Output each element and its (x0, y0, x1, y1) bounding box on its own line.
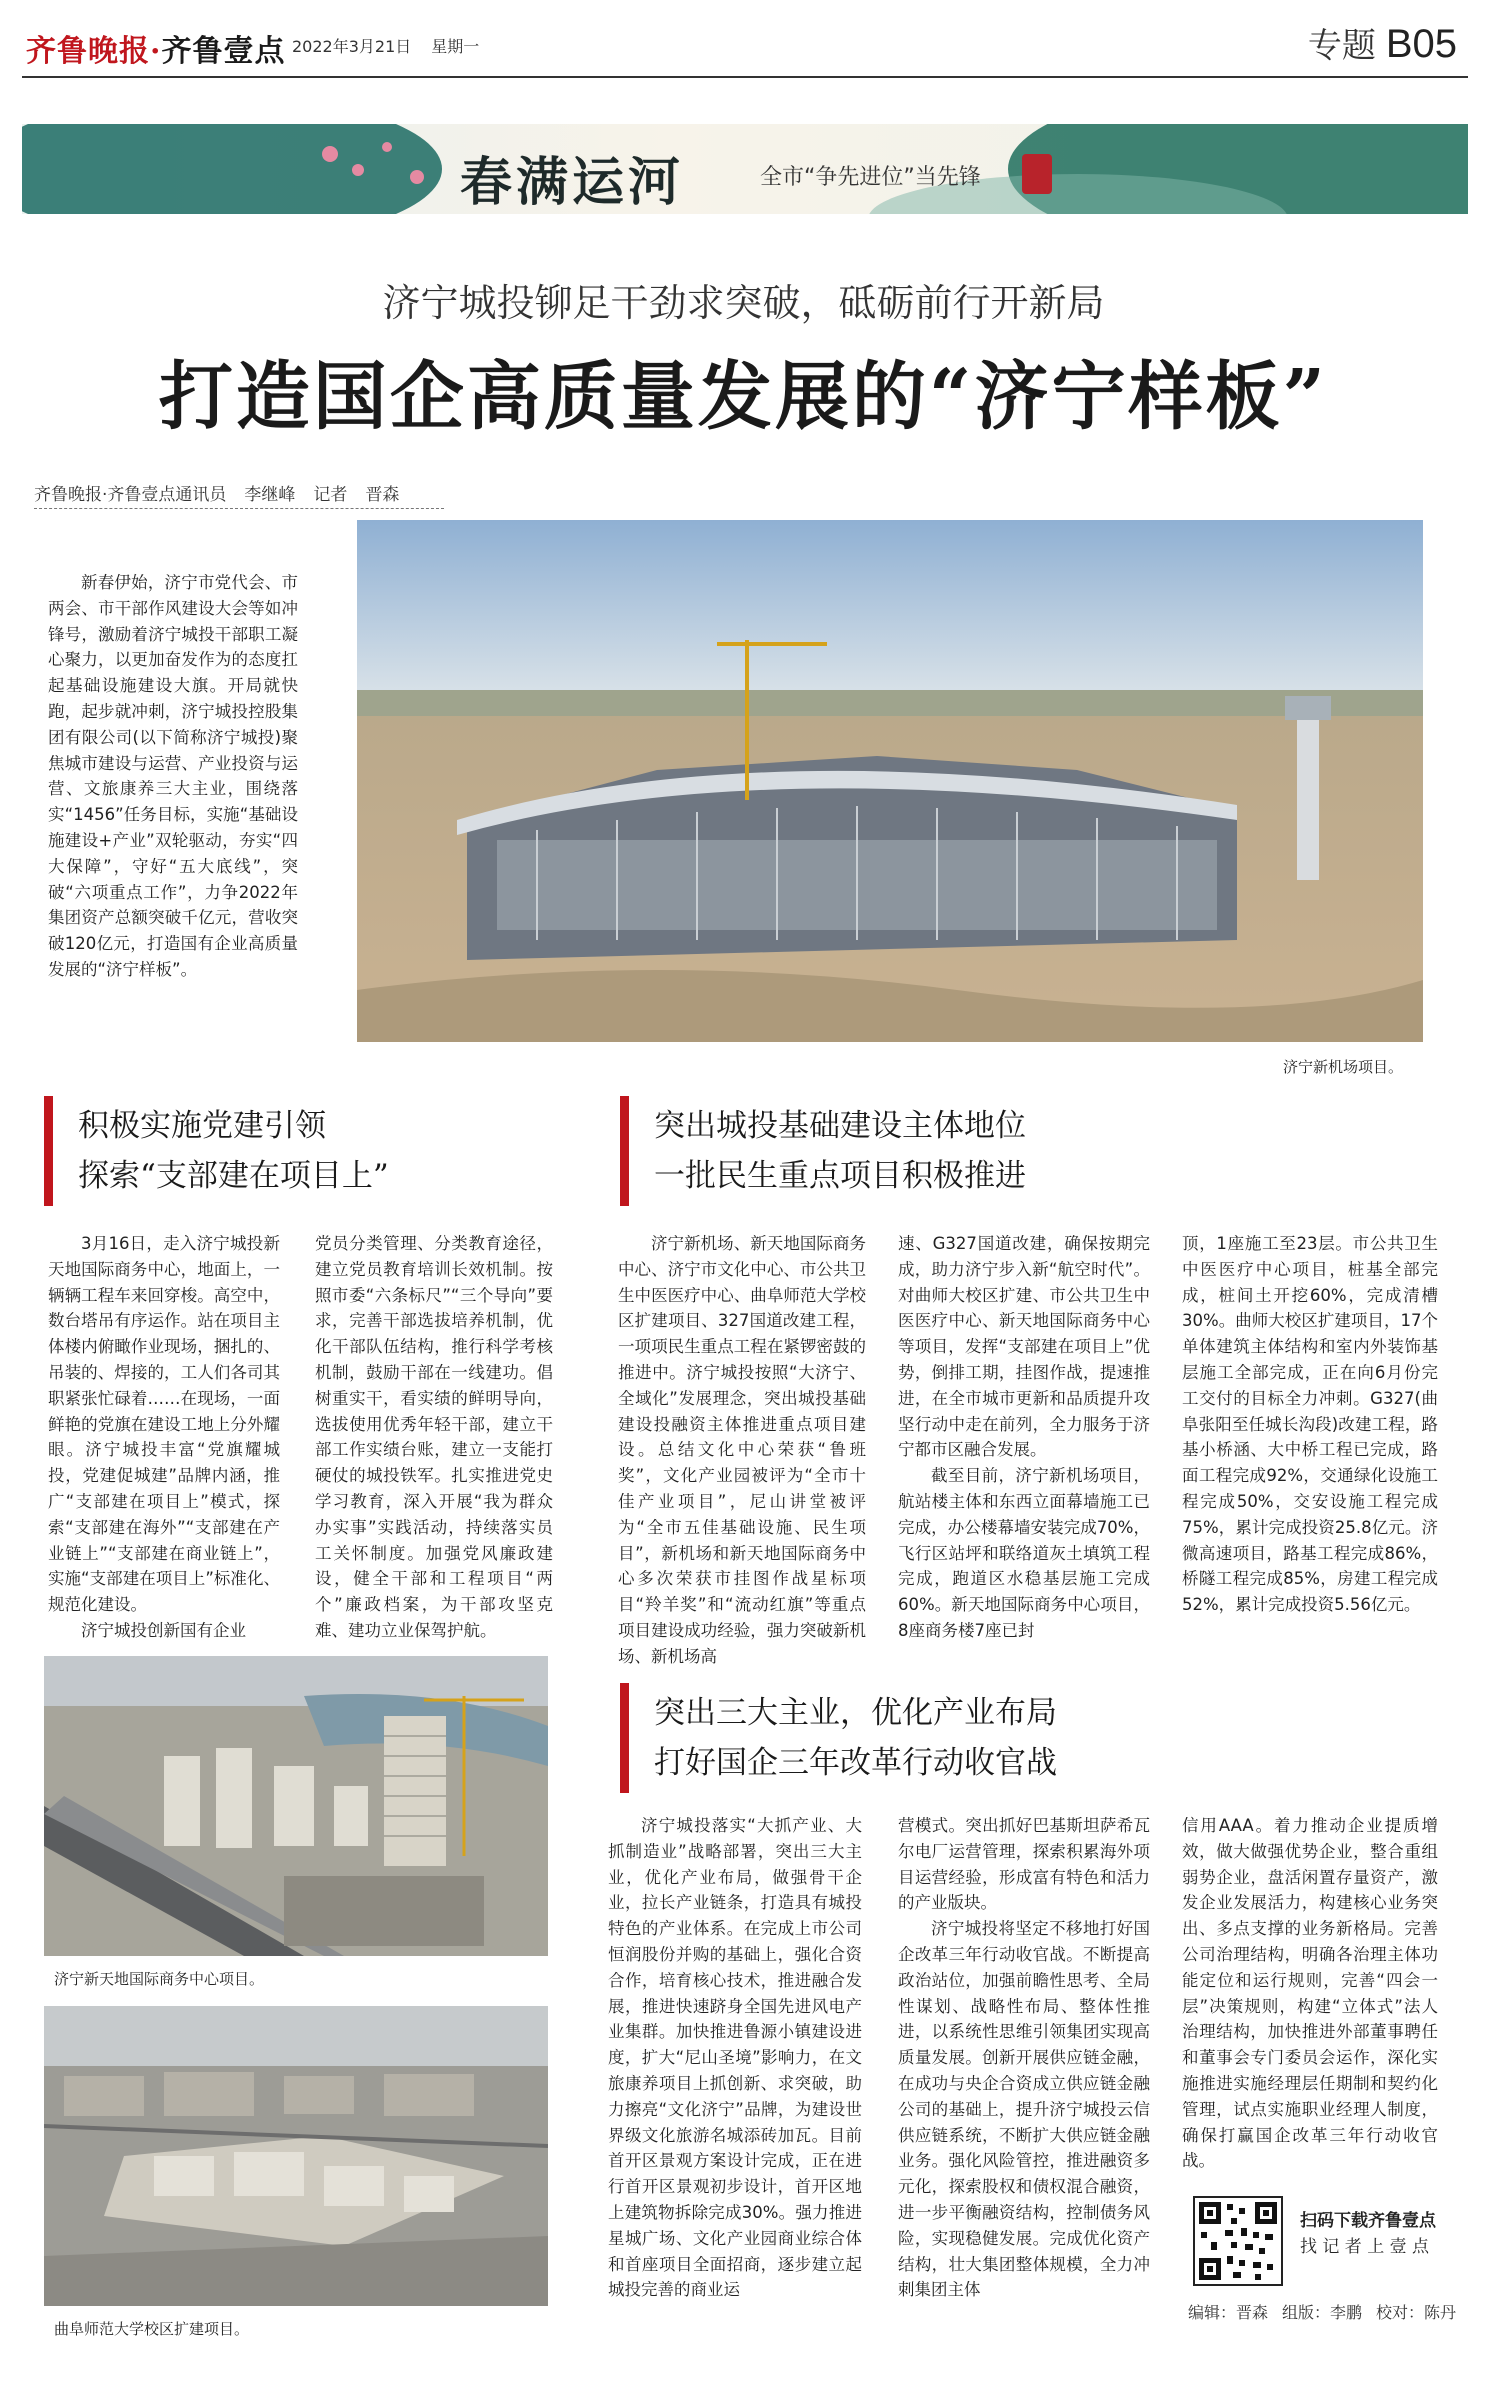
paragraph: 济宁城投将坚定不移地打好国企改革三年行动收官战。不断提高政治站位，加强前瞻性思考、全局性谋划、战略性布局、整体性推进，以系统性思维引领集团实现高质量发展。创新开展供应链金融，在成功与央企合资成立供应链金融公司的基础上，提升济宁城投云信供应链系统，不断扩大供应链金融业务。强化风险管控，推进融资多元化，探索股权和债权混合融资，进一步平衡融资结构，控制债务风险，实现稳健发展。完成优化资产结构，壮大集团整体规模，全力冲刺集团主体 (898, 1919, 1150, 2300)
proofread-credit: 校对：陈丹 (1376, 2303, 1457, 2322)
banner-subtitle: 全市“争先进位”当先锋 (760, 165, 981, 190)
byline-source: 齐鲁晚报·齐鲁壹点通讯员 (34, 485, 227, 505)
theme-banner (22, 124, 1468, 214)
university-caption: 曲阜师范大学校区扩建项目。 (54, 2320, 250, 2338)
brand-black: 齐鲁壹点 (161, 34, 286, 69)
brand-red: 齐鲁晚报· (26, 34, 162, 69)
section2-heading-line2: 一批民生重点项目积极推进 (654, 1158, 1026, 1194)
section3-heading-line1: 突出三大主业，优化产业布局 (654, 1695, 1057, 1731)
section1-heading-line1: 积极实施党建引领 (78, 1108, 326, 1144)
date-text: 2022年3月21日 (292, 37, 412, 56)
qr-line2: 找 记 者 上 壹 点 (1300, 2237, 1430, 2257)
blossom-icon (352, 164, 364, 176)
section3-col1 (608, 1813, 862, 2303)
university-photo (44, 2006, 548, 2306)
section-label: 专题 (1307, 26, 1376, 66)
byline-role: 记者 (313, 485, 348, 505)
blossom-icon (410, 170, 424, 184)
paragraph: 营模式。突出抓好巴基斯坦萨希瓦尔电厂运营管理，探索积累海外项目运营经验，形成富有特色和活力的产业版块。 (898, 1816, 1150, 1913)
section1-bar (44, 1096, 53, 1206)
byline-reporter: 晋森 (365, 485, 400, 505)
article-byline (34, 480, 417, 505)
editor-credit: 编辑：晋森 (1188, 2303, 1269, 2322)
qr-line1: 扫码下载齐鲁壹点 (1300, 2211, 1436, 2231)
paragraph: 顶，1座施工至23层。市公共卫生中医医疗中心项目，桩基全部完成，桩间土开挖60%，完成清槽30%。曲师大校区扩建项目，17个单体建筑主体结构和室内外装饰基层施工全部完成，正在向6月份完工交付的目标全力冲刺。G327(曲阜张阳至任城长沟段)改建工程，路基小桥涵、大中桥工程已完成，路面工程完成92%，交通绿化设施工程完成50%，交安设施工程完成75%，累计完成投资25.8亿元。济微高速项目，路基工程完成86%，桥隧工程完成85%，房建工程完成52%，累计完成投资5.56亿元。 (1182, 1234, 1438, 1615)
section3-bar (620, 1683, 629, 1793)
paragraph: 济宁城投落实“大抓产业、大抓制造业”战略部署，突出三大主业，优化产业布局，做强骨干企业，拉长产业链条，打造具有城投特色的产业体系。在完成上市公司恒润股份并购的基础上，强化合资合作，培育核心技术，推进融合发展，推进快速跻身全国先进风电产业集群。加快推进鲁源小镇建设进度，扩大“尼山圣境”影响力，在文旅康养项目上抓创新、求突破，助力擦亮“文化济宁”品牌，为建设世界级文化旅游名城添砖加瓦。目前首开区景观方案设计完成，正在进行首开区景观初步设计，首开区地上建筑物拆除完成30%。强力推进星城广场、文化产业园商业综合体和首座项目全面招商，逐步建立起城投完善的商业运 (608, 1816, 862, 2300)
airport-photo (357, 520, 1423, 1042)
paragraph: 信用AAA。着力推动企业提质增效，做大做强优势企业，整合重组弱势企业，盘活闲置存量资产，激发企业发展活力，构建核心业务突出、多点支撑的业务新格局。完善公司治理结构，明确各治理主体功能定位和运行规则，完善“四会一层”决策规则，构建“立体式”法人治理结构，加快推进外部董事聘任和董事会专门委员会运作，深化实施推进实施经理层任期制和契约化管理，试点实施职业经理人制度，确保打赢国企改革三年行动收官战。 (1182, 1816, 1438, 2171)
qr-instructions (1300, 2208, 1436, 2260)
article-headline: 打造国企高质量发展的“济宁样板” (158, 354, 1329, 440)
byline-correspondent: 李继峰 (244, 485, 296, 505)
business-center-caption: 济宁新天地国际商务中心项目。 (54, 1970, 265, 1988)
lead-paragraph: 新春伊始，济宁市党代会、市两会、市干部作风建设大会等如冲锋号，激励着济宁城投干部职工凝心聚力，以更加奋发作为的态度扛起基础设施建设大旗。开局就快跑，起步就冲刺，济宁城投控股集团有限公司(以下简称济宁城投)聚焦城市建设与运营、产业投资与运营、文旅康养三大主业，围绕落实“1456”任务目标，实施“基础设施建设+产业”双轮驱动，夯实“四大保障”，守好“五大底线”，突破“六项重点工作”，力争2022年集团资产总额突破千亿元，营收突破120亿元，打造国有企业高质量发展的“济宁样板”。 (48, 573, 298, 979)
section2-col2 (898, 1231, 1150, 1644)
top-rule (22, 76, 1468, 78)
section3-col2 (898, 1813, 1150, 2303)
section2-heading-line1: 突出城投基础建设主体地位 (654, 1108, 1026, 1144)
paragraph: 截至目前，济宁新机场项目，航站楼主体和东西立面幕墙施工已完成，办公楼幕墙安装完成70%，飞行区站坪和联络道灰土填筑工程完成，跑道区水稳基层施工完成60%。新天地国际商务中心项目，8座商务楼7座已封 (898, 1466, 1150, 1640)
section3-heading-line2: 打好国企三年改革行动收官战 (654, 1745, 1057, 1781)
section2-bar (620, 1096, 629, 1206)
page-number: B05 (1385, 22, 1457, 66)
seal-icon (1022, 154, 1052, 194)
paragraph: 济宁新机场、新天地国际商务中心、济宁市文化中心、市公共卫生中医医疗中心、曲阜师范大学校区扩建项目、327国道改建工程，一项项民生重点工程在紧锣密鼓的推进中。济宁城投按照“大济宁、全域化”发展理念，突出城投基础建设投融资主体推进重点项目建设。总结文化中心荣获“鲁班奖”，文化产业园被评为“全市十佳产业项目”，尼山讲堂被评为“全市五佳基础设施、民生项目”，新机场和新天地国际商务中心多次荣获市挂图作战星标项目“羚羊奖”和“流动红旗”等重点项目建设成功经验，强力突破新机场、新机场高 (618, 1234, 866, 1666)
section3-col3 (1182, 1813, 1438, 2174)
paragraph: 速、G327国道改建，确保按期完成，助力济宁步入新“航空时代”。对曲师大校区扩建、市公共卫生中医医疗中心、新天地国际商务中心等项目，发挥“支部建在项目上”优势，倒排工期，挂图作战，提速推进，在全市城市更新和品质提升攻坚行动中走在前列，全力服务于济宁都市区融合发展。 (898, 1234, 1150, 1460)
article-kicker: 济宁城投铆足干劲求突破，砥砺前行开新局 (382, 281, 1105, 325)
banner-title: 春满运河 (460, 152, 685, 213)
business-center-photo (44, 1656, 548, 1956)
airport-caption: 济宁新机场项目。 (1283, 1058, 1404, 1076)
blossom-icon (322, 146, 338, 162)
blossom-icon (382, 142, 392, 152)
weekday-text: 星期一 (431, 37, 480, 56)
layout-credit: 组版：李鹏 (1282, 2303, 1363, 2322)
section2-col1 (618, 1231, 866, 1670)
page-section (1308, 18, 1457, 67)
paragraph: 党员分类管理、分类教育途径，建立党员教育培训长效机制。按照市委“六条标尺”“三个导向”要求，完善干部选拔培养机制，优化干部队伍结构，推行科学考核机制，鼓励干部在一线建功。倡树重实干，看实绩的鲜明导向，选拔使用优秀年轻干部，建立干部工作实绩台账，建立一支能打硬仗的城投铁军。扎实推进党史学习教育，深入开展“我为群众办实事”实践活动，持续落实员工关怀制度。加强党风廉政建设，健全干部和工程项目“两个”廉政档案，为干部攻坚克难、建功立业保驾护航。 (315, 1234, 553, 1640)
section1-col2 (315, 1231, 553, 1644)
paragraph: 济宁城投创新国有企业 (81, 1620, 246, 1640)
newspaper-brand (26, 26, 285, 70)
paragraph: 3月16日，走入济宁城投新天地国际商务中心，地面上，一辆辆工程车来回穿梭。高空中，数台塔吊有序运作。站在项目主体楼内俯瞰作业现场，捆扎的、吊装的、焊接的，工人们各司其职紧张忙碌着……在现场，一面鲜艳的党旗在建设工地上分外耀眼。济宁城投丰富“党旗耀城投，党建促城建”品牌内涵，推广“支部建在项目上”模式，探索“支部建在海外”“支部建在产业链上”“支部建在商业链上”，实施“支部建在项目上”标准化、规范化建设。 (48, 1234, 280, 1615)
section2-col3 (1182, 1231, 1438, 1618)
section1-col1 (48, 1231, 280, 1644)
editor-credits (1188, 2300, 1470, 2323)
section1-heading-line2: 探索“支部建在项目上” (78, 1158, 389, 1194)
byline-rule (34, 508, 444, 510)
qr-code-icon[interactable] (1193, 2196, 1283, 2286)
issue-date (292, 34, 499, 57)
banner-wave-left (22, 124, 442, 214)
